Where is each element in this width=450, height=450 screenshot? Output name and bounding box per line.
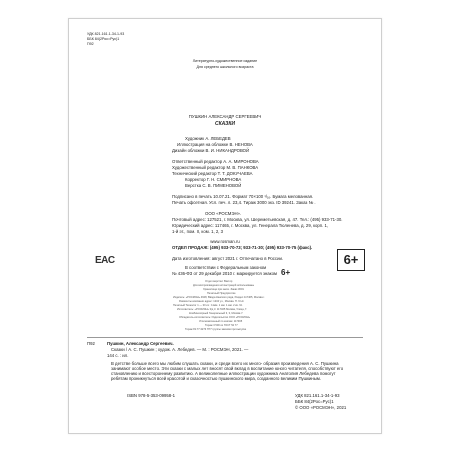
legal-address: Юридический адрес: 117465, г. Москва, ул. Генерала Тюленева, д. 29, корп. 1,: [172, 223, 329, 228]
tech-line: Печатный Технолог 1 — 30 из : 11мм. 1 мм. 1 мм. 2 кв. бл.: [173, 304, 243, 307]
age-group-line: Для среднего школьного возраста: [196, 65, 254, 69]
tech-line: Издатель: «РОСМЭН» 4628, Ввода Канского ряда, Раздел 117465, Москва г.: [173, 296, 265, 299]
print-info-line-1: Подписано в печать 10.07.21. Формат 70×100 ¹/₁₆. Бумага мелованная.: [172, 194, 314, 199]
tech-line: Отдел верстки: Виктор: [205, 280, 233, 283]
bib-pages: 144 с. : ил.: [107, 353, 129, 358]
isbn: ISBN 978-5-353-09958-1: [127, 393, 176, 398]
genre-line: Литературно-художественное издание: [192, 59, 258, 63]
bottom-udk: УДК 821.161.1-34-1-93: [295, 393, 340, 398]
eac-mark-icon: EAC: [95, 255, 115, 266]
copyright: © ООО «РОСМЭН», 2021: [295, 405, 347, 410]
tech-line: Обладатель-изготовитель: Издательство ООО «РОСМЭН»: [179, 316, 251, 319]
publisher-name: ООО «РОСМЭН».: [205, 211, 242, 216]
print-info-line-2: Печать офсетная. Усл. печ. л. 23,4. Тираж 3000 экз. ID 39241. Заказ № .: [172, 200, 316, 205]
manufacture-date: Дата изготовления: август 2021 г. Отпечатано в России.: [172, 256, 284, 261]
bib-code: П92: [87, 341, 95, 346]
layout-line: Верстка С. В. ПИМЕНОВОЙ: [185, 183, 242, 188]
art-editor-line: Художественный редактор М. В. ПАНКОВА: [172, 165, 259, 170]
tech-line: Тираж 3 500 из ГОСТ 52 77: [205, 324, 238, 327]
bbk-code: ББК 84(2Рос=Рус)1: [87, 37, 120, 41]
cover-design-line: Дизайн обложки В. И. НИКАНДРОВОЙ: [172, 148, 250, 153]
tech-line: Печатный Предприятие: [207, 292, 236, 295]
law-notice-line-2: № 436-ФЗ от 29 декабря 2010 г. маркируется знаком: [172, 271, 277, 276]
udk-code: УДК 821.161.1-34-1-93: [87, 32, 125, 36]
tech-line: Комбинаторный Генеральный 3, 3, Москва 7.: [189, 312, 244, 315]
bib-author: Пушкин, Александр Сергеевич.: [107, 341, 174, 346]
law-notice-line-1: В соответствии с Федеральным законом: [185, 265, 267, 270]
cover-illustration-line: Иллюстрация на обложке В. НЕНОВА: [177, 142, 253, 147]
legal-address-cont: 1-й эт., пом. II, ком. 1, 2, 3: [172, 229, 224, 234]
illustrator-line: Художник А. ЛЕБЕДЕВ: [185, 136, 231, 141]
book-imprint-page: [68, 18, 382, 434]
tech-line: Изготовитель: «РОСМЭН» 3/д 3. 117465 Москва, Улица, Г.: [177, 308, 247, 311]
tech-line: Уполномоченный по книгам: 117465: [199, 320, 243, 323]
tech-editor-line: Технический редактор Т. Т. ДОКУЧАЕВА: [172, 171, 253, 176]
author-name: ПУШКИН АЛЕКСАНДР СЕРГЕЕВИЧ: [188, 114, 262, 119]
bib-description: Сказки / А. С. Пушкин ; худож. А. Лебедев. — М. : РОСМЭН, 2021. —: [111, 347, 249, 352]
section-divider: [87, 337, 363, 338]
tech-line: Тираж 81:77:4273 П77 группы заказов при выпуске: [185, 328, 247, 331]
tech-line: Реквизиты компании адрес: 1234 ул., Москва. П. 9 Нп: [179, 300, 244, 303]
proofreader-line: Корректор Г. Н. СМИРНОВА: [185, 177, 242, 182]
law-age-sign: 6+: [281, 268, 291, 277]
book-title: СКАЗКИ: [215, 121, 235, 127]
book-annotation: В детстве больше всего мы любим слушать сказки, и среди всего их много- образия произведения А. С. Пушкина занимают особое место. Эти сказки с малых лет вносят свой вклад в воспитание юного читателя, способствуют его становлению и всестороннему развитию. А великолепные иллюстрации художника Анатолия Лебедева помогут ребятам проникнуться всей красотой и сказочностью пушкинского мира, созданного великим Пушкиным.: [111, 361, 344, 382]
author-mark: П92: [87, 42, 94, 46]
tech-line: Хранилище при книге. Заказ 3001: [203, 288, 244, 291]
chief-editor-line: Ответственный редактор А. А. МИРОНОВА: [172, 159, 259, 164]
website: www.rosman.ru: [210, 239, 240, 244]
tech-line: Для воспроизведения иллюстраций использованы: [193, 284, 255, 287]
bottom-bbk: ББК 84(2Рос=Рус)1: [295, 399, 334, 404]
sales-department: ОТДЕЛ ПРОДАЖ: (495) 933-70-73; 933-71-30; (495) 933-70-75 (факс).: [172, 245, 313, 250]
postal-address: Почтовый адрес: 127521, г. Москва, ул. Шереметьевская, д. 47. Тел.: (495) 933-71-30.: [172, 217, 343, 222]
age-rating-badge: 6+: [337, 249, 365, 271]
